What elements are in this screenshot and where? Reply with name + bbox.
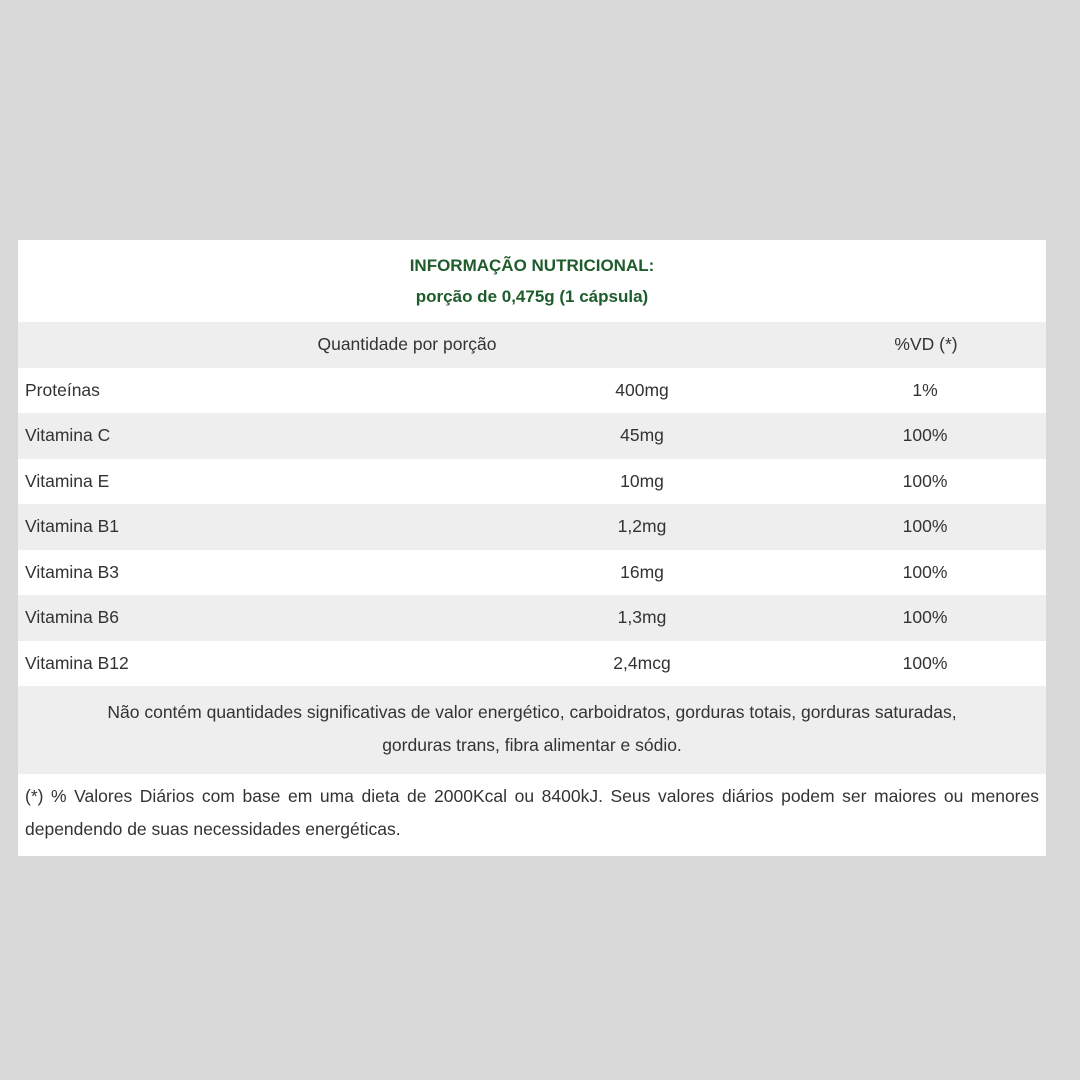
table-title-block (18, 240, 1046, 322)
table-title: INFORMAÇÃO NUTRICIONAL: (409, 256, 655, 275)
table-footnote: (*) % Valores Diários com base em uma dieta de 2000Kcal ou 8400kJ. Seus valores diários podem ser maiores ou menores dependendo de suas necessidades energéticas. (18, 774, 1046, 856)
table-row (18, 641, 1046, 687)
nutrient-amount: 400mg (615, 379, 669, 400)
nutrient-name: Vitamina B1 (25, 516, 120, 536)
table-row (18, 459, 1046, 505)
table-row (18, 413, 1046, 459)
nutrient-vd: 1% (912, 379, 938, 400)
nutrient-name: Vitamina B6 (25, 607, 120, 627)
nutrient-name: Vitamina C (25, 425, 111, 445)
serving-size: porção de 0,475g (1 cápsula) (415, 287, 649, 306)
table-row (18, 504, 1046, 550)
table-note-line1: Não contém quantidades significativas de valor energético, carboidratos, gorduras totais, gorduras saturadas, (107, 702, 957, 722)
nutrition-table (18, 240, 1046, 856)
nutrient-amount: 16mg (620, 561, 664, 582)
nutrient-amount: 1,3mg (617, 607, 667, 627)
table-note (18, 686, 1046, 774)
nutrient-name: Proteínas (25, 379, 100, 400)
nutrient-name: Vitamina B12 (25, 652, 129, 673)
nutrient-vd: 100% (902, 425, 948, 445)
nutrient-amount: 1,2mg (617, 516, 667, 536)
nutrient-name: Vitamina B3 (25, 561, 120, 582)
nutrient-vd: 100% (902, 561, 948, 582)
nutrient-name: Vitamina E (25, 470, 110, 491)
nutrient-amount: 2,4mcg (613, 652, 671, 673)
table-row (18, 368, 1046, 414)
table-row (18, 595, 1046, 641)
nutrient-vd: 100% (902, 470, 948, 491)
nutrient-amount: 45mg (620, 425, 664, 445)
quantity-header: Quantidade por porção (317, 334, 497, 354)
nutrient-vd: 100% (902, 516, 948, 536)
nutrient-vd: 100% (902, 652, 948, 673)
table-note-line2: gorduras trans, fibra alimentar e sódio. (382, 735, 682, 755)
nutrient-amount: 10mg (620, 470, 664, 491)
vd-header: %VD (*) (894, 334, 958, 354)
table-row (18, 550, 1046, 596)
nutrient-vd: 100% (902, 607, 948, 627)
table-header-row (18, 322, 1046, 368)
